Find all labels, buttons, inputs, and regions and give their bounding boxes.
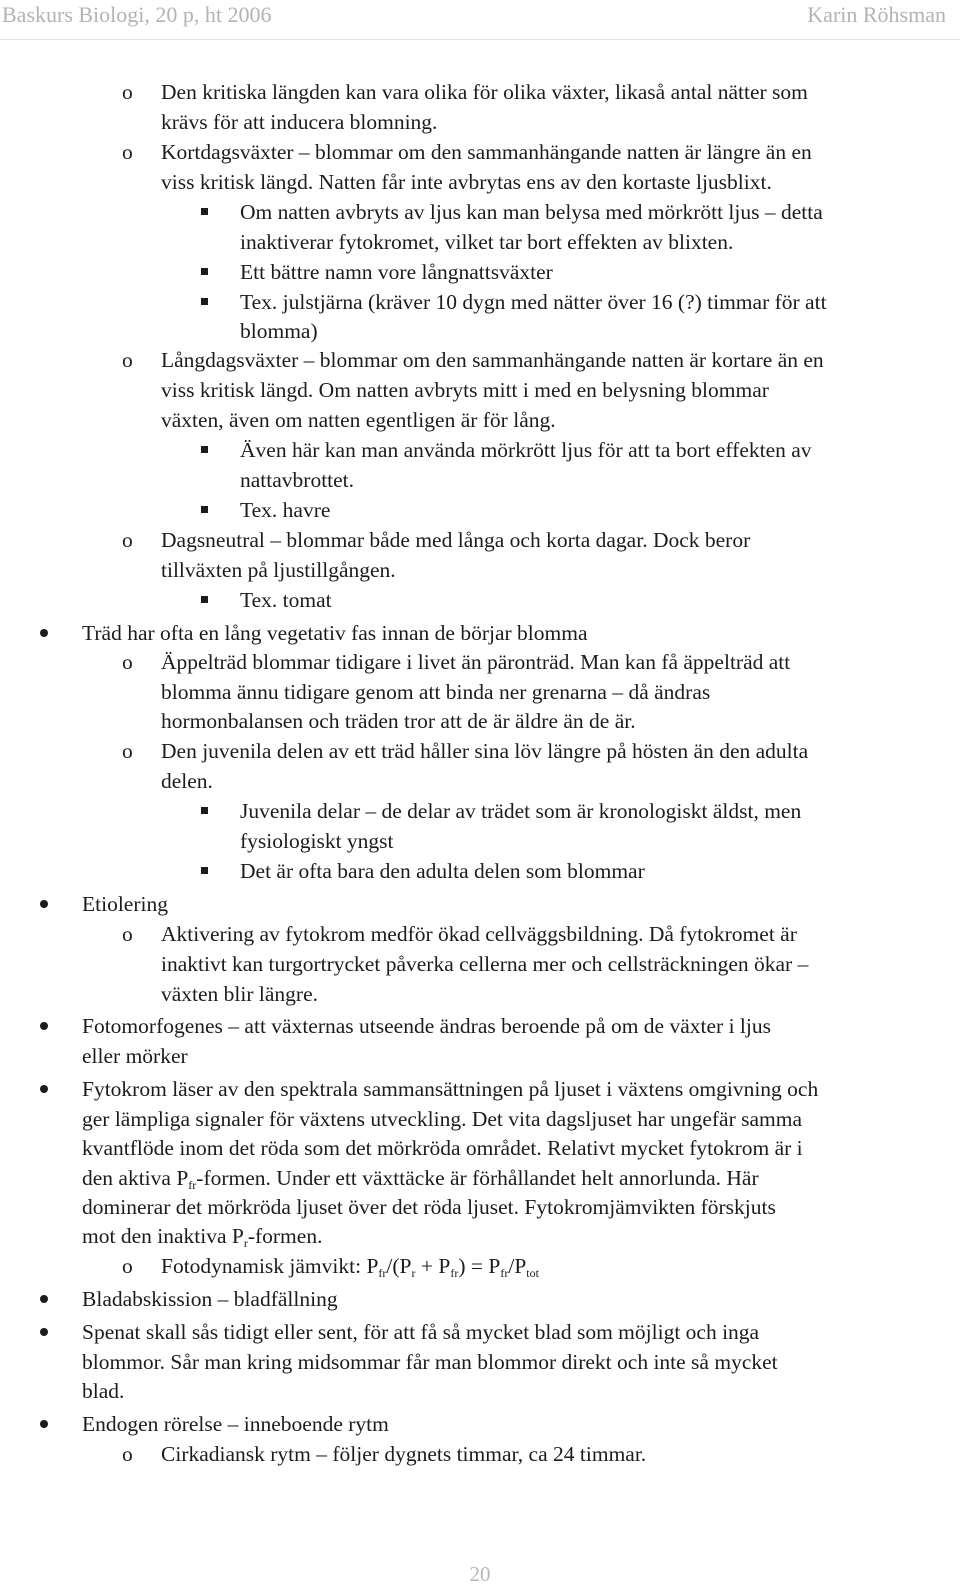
line-text: nattavbrottet. <box>240 468 355 492</box>
line-text: kvantflöde inom det röda som det mörkröda området. Relativt mycket fytokrom är i <box>82 1136 803 1160</box>
list-item <box>0 345 960 375</box>
line-text: dominerar det mörkröda ljuset över det röda ljuset. Fytokromjämvikten förskjuts <box>82 1195 776 1219</box>
line-text: Etiolering <box>82 892 168 916</box>
list-item <box>0 1074 960 1104</box>
line-text: Bladabskission – bladfällning <box>82 1287 338 1311</box>
bullet-square-icon <box>201 287 209 317</box>
list-item <box>0 197 960 227</box>
line-text: Äppelträd blommar tidigare i livet än päronträd. Man kan få äppelträd att <box>161 650 791 674</box>
list-item <box>0 435 960 465</box>
line-text: blad. <box>82 1379 125 1403</box>
text-segment: /(P <box>386 1254 412 1278</box>
page-header <box>2 2 946 32</box>
bullet-dot-icon <box>40 1317 50 1347</box>
header-course-title: Baskurs Biologi, 20 p, ht 2006 <box>2 2 272 27</box>
page-number: 20 <box>469 1562 491 1586</box>
list-item-continuation <box>0 826 960 856</box>
list-item-continuation <box>0 405 960 435</box>
bullet-o-icon: o <box>122 922 133 946</box>
subscript: fr <box>450 1266 459 1280</box>
list-item <box>0 1011 960 1041</box>
line-text: Endogen rörelse – inneboende rytm <box>82 1412 389 1436</box>
line-text: fysiologiskt yngst <box>240 829 394 853</box>
line-text: ger lämpliga signaler för växtens utveckling. Det vita dagsljuset har ungefär samma <box>82 1107 803 1131</box>
text-segment: den aktiva P <box>82 1166 189 1190</box>
line-text: Kortdagsväxter – blommar om den sammanhängande natten är längre än en <box>161 140 812 164</box>
list-item-continuation <box>0 1133 960 1163</box>
line-text: Dagsneutral – blommar både med långa och korta dagar. Dock beror <box>161 528 751 552</box>
list-item-continuation <box>0 555 960 585</box>
list-item-continuation <box>0 979 960 1009</box>
subscript: r <box>243 1236 248 1250</box>
list-item-continuation <box>0 1041 960 1071</box>
list-item <box>0 736 960 766</box>
header-author: Karin Röhsman <box>807 2 946 27</box>
text-segment: + P <box>415 1254 451 1278</box>
bullet-o-icon: o <box>122 739 133 763</box>
list-item-continuation <box>0 1376 960 1406</box>
list-item-continuation <box>0 107 960 137</box>
list-item <box>0 618 960 648</box>
bullet-o-icon: o <box>122 1442 133 1466</box>
line-text <box>82 1221 322 1251</box>
bullet-dot-icon <box>40 1074 50 1104</box>
bullet-dot-icon <box>40 1284 50 1314</box>
bullet-dot-icon <box>40 889 50 919</box>
bullet-o-icon: o <box>122 140 133 164</box>
line-text: hormonbalansen och träden tror att de är äldre än de är. <box>161 709 636 733</box>
line-text: Juvenila delar – de delar av trädet som är kronologiskt äldst, men <box>240 799 802 823</box>
list-item-continuation <box>0 766 960 796</box>
line-text: delen. <box>161 769 213 793</box>
bullet-o-icon: o <box>122 348 133 372</box>
bullet-square-icon <box>201 796 209 826</box>
list-item <box>0 796 960 826</box>
bullet-o-icon: o <box>122 528 133 552</box>
line-text: Cirkadiansk rytm – följer dygnets timmar, ca 24 timmar. <box>161 1442 647 1466</box>
bullet-dot-icon <box>40 1409 50 1439</box>
list-item-continuation <box>0 227 960 257</box>
line-text: eller mörker <box>82 1044 188 1068</box>
bullet-square-icon <box>201 856 209 886</box>
subscript: tot <box>526 1266 539 1280</box>
bullet-dot-icon <box>40 618 50 648</box>
list-item-continuation <box>0 1163 960 1193</box>
list-item-continuation <box>0 465 960 495</box>
list-item-continuation <box>0 677 960 707</box>
list-item <box>0 137 960 167</box>
line-text: Tex. julstjärna (kräver 10 dygn med nätter över 16 (?) timmar för att <box>240 290 827 314</box>
bullet-square-icon <box>201 435 209 465</box>
subscript: r <box>411 1266 416 1280</box>
line-text <box>82 1163 759 1193</box>
bullet-square-icon <box>201 585 209 615</box>
list-item <box>0 856 960 886</box>
line-text: Den kritiska längden kan vara olika för olika växter, likaså antal nätter som <box>161 80 808 104</box>
text-segment: Fotodynamisk jämvikt: P <box>161 1254 379 1278</box>
line-text: Spenat skall sås tidigt eller sent, för att få så mycket blad som möjligt och inga <box>82 1320 760 1344</box>
list-item <box>0 525 960 555</box>
line-text: tillväxten på ljustillgången. <box>161 558 396 582</box>
text-segment: /P <box>508 1254 527 1278</box>
bullet-o-icon: o <box>122 80 133 104</box>
list-item-continuation <box>0 375 960 405</box>
list-item-continuation <box>0 1104 960 1134</box>
list-item <box>0 1439 960 1469</box>
list-item <box>0 919 960 949</box>
line-text: blomma ännu tidigare genom att binda ner grenarna – då ändras <box>161 680 711 704</box>
list-item-continuation <box>0 1221 960 1251</box>
list-item-continuation <box>0 316 960 346</box>
subscript: fr <box>378 1266 387 1280</box>
list-item <box>0 287 960 317</box>
line-text: inaktiverar fytokromet, vilket tar bort effekten av blixten. <box>240 230 734 254</box>
list-item <box>0 889 960 919</box>
line-text: Fotomorfogenes – att växternas utseende ändras beroende på om de växter i ljus <box>82 1014 771 1038</box>
line-text: viss kritisk längd. Natten får inte avbrytas ens av den kortaste ljusblixt. <box>161 170 772 194</box>
line-text: inaktivt kan turgortrycket påverka cellerna mer och cellsträckningen ökar – <box>161 952 809 976</box>
line-text: blomma) <box>240 319 318 343</box>
line-text: Träd har ofta en lång vegetativ fas innan de börjar blomma <box>82 621 588 645</box>
list-item <box>0 647 960 677</box>
line-text: Tex. havre <box>240 498 331 522</box>
line-text: Tex. tomat <box>240 588 332 612</box>
subscript: fr <box>188 1178 197 1192</box>
list-item-continuation <box>0 949 960 979</box>
line-text: krävs för att inducera blomning. <box>161 110 438 134</box>
line-text <box>161 1251 539 1281</box>
line-text: viss kritisk längd. Om natten avbryts mitt i med en belysning blommar <box>161 378 769 402</box>
line-text: Om natten avbryts av ljus kan man belysa med mörkrött ljus – detta <box>240 200 823 224</box>
list-item-continuation <box>0 1192 960 1222</box>
page-footer <box>0 1562 960 1587</box>
bullet-o-icon: o <box>122 650 133 674</box>
list-item-continuation <box>0 167 960 197</box>
list-item <box>0 1251 960 1281</box>
line-text: Aktivering av fytokrom medför ökad cellväggsbildning. Då fytokromet är <box>161 922 797 946</box>
bullet-square-icon <box>201 257 209 287</box>
bullet-square-icon <box>201 495 209 525</box>
bullet-o-icon: o <box>122 1254 133 1278</box>
line-text: Ett bättre namn vore långnattsväxter <box>240 260 553 284</box>
line-text: Långdagsväxter – blommar om den sammanhängande natten är kortare än en <box>161 348 824 372</box>
list-item <box>0 495 960 525</box>
subscript: fr <box>500 1266 509 1280</box>
line-text: växten, även om natten egentligen är för lång. <box>161 408 556 432</box>
list-item <box>0 1317 960 1347</box>
list-item-continuation <box>0 706 960 736</box>
text-segment: -formen. <box>247 1224 323 1248</box>
line-text: Fytokrom läser av den spektrala sammansättningen på ljuset i växtens omgivning och <box>82 1077 819 1101</box>
list-item-continuation <box>0 1347 960 1377</box>
list-item <box>0 1409 960 1439</box>
line-text: växten blir längre. <box>161 982 319 1006</box>
list-item <box>0 77 960 107</box>
list-item <box>0 1284 960 1314</box>
bullet-dot-icon <box>40 1011 50 1041</box>
line-text: Även här kan man använda mörkrött ljus för att ta bort effekten av <box>240 438 812 462</box>
line-text: Den juvenila delen av ett träd håller sina löv längre på hösten än den adulta <box>161 739 809 763</box>
list-item <box>0 585 960 615</box>
text-segment: mot den inaktiva P <box>82 1224 244 1248</box>
line-text: Det är ofta bara den adulta delen som blommar <box>240 859 645 883</box>
header-divider <box>0 39 960 40</box>
text-segment: ) = P <box>458 1254 501 1278</box>
text-segment: -formen. Under ett växttäcke är förhållandet helt annorlunda. Här <box>196 1166 759 1190</box>
list-item <box>0 257 960 287</box>
bullet-square-icon <box>201 197 209 227</box>
line-text: blommor. Sår man kring midsommar får man blommor direkt och inte så mycket <box>82 1350 778 1374</box>
